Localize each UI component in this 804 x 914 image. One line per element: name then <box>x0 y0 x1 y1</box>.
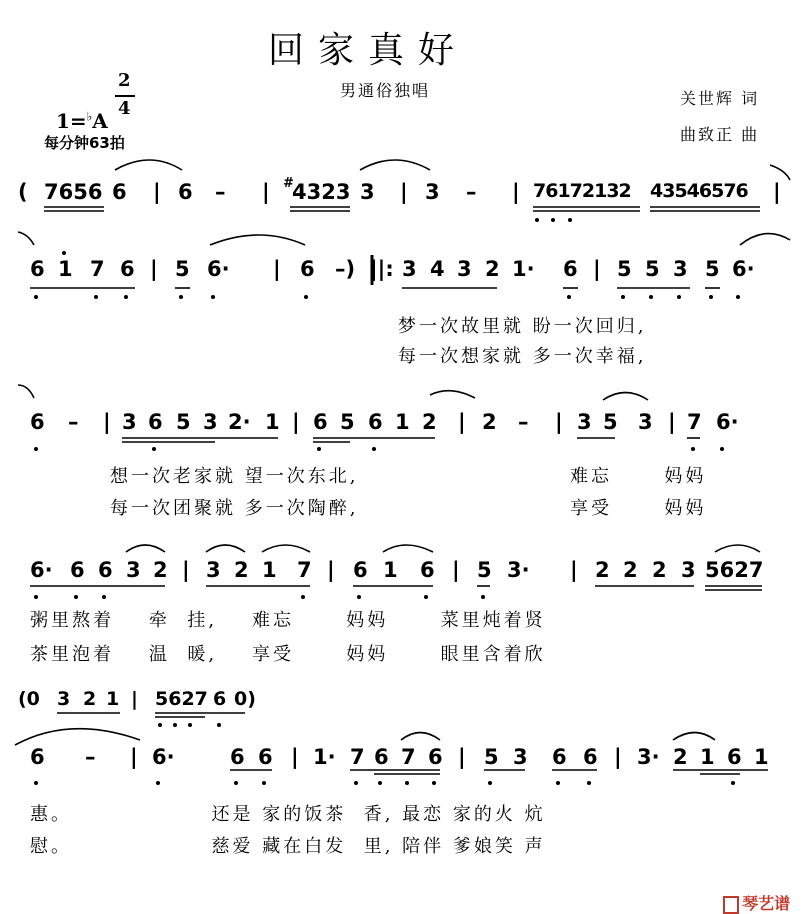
low-octave-dot <box>354 781 358 785</box>
bar-line: | <box>153 180 161 204</box>
note-glyph: 2 <box>234 558 249 582</box>
watermark-text: 琴艺谱 <box>742 894 791 913</box>
low-octave-dot <box>301 595 305 599</box>
tie-slur <box>18 385 34 398</box>
note-glyph: 3· <box>507 558 530 582</box>
tie-slur <box>15 729 140 745</box>
note-glyph: 1 <box>262 558 277 582</box>
bar-line: | <box>292 410 300 434</box>
note-glyph: 1 <box>395 410 410 434</box>
low-octave-dot <box>304 295 308 299</box>
note-glyph: 3 <box>203 410 218 434</box>
note-glyph: 1 <box>58 257 73 281</box>
bar-line: | <box>555 410 563 434</box>
octave-dots <box>34 218 740 785</box>
watermark-logo <box>712 872 790 914</box>
tie-slur <box>770 165 790 180</box>
note-glyph: 5 <box>705 257 720 281</box>
note-glyph: 6 <box>213 688 227 710</box>
bar-line: | <box>614 745 622 769</box>
lyric-line-right: 难忘 妈妈 <box>570 466 707 487</box>
note-glyph: 7 <box>401 745 416 769</box>
tie-slur <box>673 733 715 741</box>
note-glyph: 3· <box>637 745 660 769</box>
bar-line: | <box>452 558 460 582</box>
low-octave-dot <box>567 295 571 299</box>
song-title: 回家真好 <box>268 30 469 71</box>
note-glyph: 5 <box>340 410 355 434</box>
tie-slur <box>262 545 310 552</box>
note-glyph: (0 <box>18 688 40 710</box>
note-glyph: 6 <box>112 180 127 204</box>
bar-line: | <box>593 257 601 281</box>
bar-line: | <box>327 558 335 582</box>
key-prefix: 1= <box>55 109 87 133</box>
low-octave-dot <box>432 781 436 785</box>
low-octave-dot <box>124 295 128 299</box>
low-octave-dot <box>262 781 266 785</box>
tie-slur <box>206 545 245 552</box>
tempo-mark: 每分钟63拍 <box>44 134 125 152</box>
logo-icon <box>723 896 739 914</box>
bar-line: | <box>458 410 466 434</box>
note-glyph: 2· <box>228 410 251 434</box>
lyric-line: 惠。 还是 家的饭茶 香, 最恋 家的火 炕 <box>30 804 546 825</box>
note-glyph: 6· <box>716 410 739 434</box>
note-glyph: 3 <box>513 745 528 769</box>
bar-line: | <box>182 558 190 582</box>
bar-line: | <box>262 180 270 204</box>
note-glyph: 6 <box>30 745 45 769</box>
low-octave-dot <box>677 295 681 299</box>
note-glyph: 2 <box>153 558 168 582</box>
lyric-line: 粥里熬着 牵 挂, 难忘 妈妈 菜里炖着贤 <box>30 610 546 631</box>
note-glyph: 6 <box>148 410 163 434</box>
low-octave-dot <box>34 295 38 299</box>
time-signature-top: 2 <box>118 70 131 91</box>
note-glyph: 5 <box>617 257 632 281</box>
note-glyph: 3 <box>673 257 688 281</box>
low-octave-dot <box>188 723 192 727</box>
note-glyph: 5627 <box>155 688 208 710</box>
note-glyph: 3 <box>425 180 440 204</box>
note-glyph: 3 <box>638 410 653 434</box>
low-octave-dot <box>535 218 539 222</box>
note-glyph: 2 <box>422 410 437 434</box>
song-subtitle: 男通俗独唱 <box>340 81 431 100</box>
note-glyph: 6 <box>30 410 45 434</box>
low-octave-dot <box>173 723 177 727</box>
low-octave-dot <box>709 295 713 299</box>
bar-line: | <box>668 410 676 434</box>
low-octave-dot <box>152 447 156 451</box>
note-glyph: 3 <box>57 688 71 710</box>
tie-slur <box>115 160 182 170</box>
note-glyph: 2 <box>482 410 497 434</box>
low-octave-dot <box>372 447 376 451</box>
note-glyph: – <box>466 180 477 204</box>
key-note: A <box>92 109 108 133</box>
note-glyph: 4 <box>430 257 445 281</box>
low-octave-dot <box>94 295 98 299</box>
lyricist-credit: 关世辉 词 <box>680 89 760 108</box>
bar-line: | <box>773 180 781 204</box>
low-octave-dot <box>211 295 215 299</box>
tie-slur <box>603 393 648 401</box>
low-octave-dot <box>621 295 625 299</box>
note-glyph: 1· <box>313 745 336 769</box>
note-glyph: 7 <box>297 558 312 582</box>
low-octave-dot <box>720 447 724 451</box>
note-glyph: 6· <box>732 257 755 281</box>
note-glyph: 1 <box>754 745 769 769</box>
note-glyph: 43546576 <box>650 180 748 202</box>
note-glyph: 7656 <box>44 180 103 204</box>
note-glyph: 7 <box>350 745 365 769</box>
note-glyph: 6 <box>727 745 742 769</box>
note-glyph: 3 <box>360 180 375 204</box>
bar-line: | <box>131 688 138 710</box>
note-glyph: 2 <box>652 558 667 582</box>
note-glyph: 6 <box>120 257 135 281</box>
lyric-line-right: 享受 妈妈 <box>570 498 707 519</box>
low-octave-dot <box>568 218 572 222</box>
bar-line: | <box>103 410 111 434</box>
note-glyph: # <box>283 176 294 191</box>
note-glyph: 6 <box>98 558 113 582</box>
note-glyph: – <box>518 410 529 434</box>
low-octave-dot <box>649 295 653 299</box>
tie-slur <box>210 235 305 245</box>
bar-line: | <box>150 257 158 281</box>
note-glyph: – <box>68 410 79 434</box>
note-glyph: 2 <box>485 257 500 281</box>
note-glyph: 5 <box>176 410 191 434</box>
low-octave-dot <box>731 781 735 785</box>
tie-slur <box>360 160 430 170</box>
note-glyph: 3 <box>122 410 137 434</box>
tie-slur <box>430 391 475 398</box>
low-octave-dot <box>158 723 162 727</box>
note-glyph: 6 <box>583 745 598 769</box>
note-glyph: 5 <box>175 257 190 281</box>
note-glyph: – <box>215 180 226 204</box>
lyric-line: 想一次老家就 望一次东北, <box>110 466 359 487</box>
note-glyph: 6· <box>207 257 230 281</box>
note-glyph: 5 <box>484 745 499 769</box>
bar-line: | <box>458 745 466 769</box>
note-glyph: 6 <box>420 558 435 582</box>
note-glyph: 2 <box>673 745 688 769</box>
note-glyph: 3 <box>206 558 221 582</box>
low-octave-dot <box>217 723 221 727</box>
low-octave-dot <box>481 595 485 599</box>
bar-line: | <box>130 745 138 769</box>
note-glyph: – <box>85 745 96 769</box>
note-glyph: 6 <box>300 257 315 281</box>
bar-line: ||: <box>370 257 394 281</box>
note-glyph: 6· <box>30 558 53 582</box>
tie-slur <box>740 234 790 245</box>
low-octave-dot <box>378 781 382 785</box>
low-octave-dot <box>34 595 38 599</box>
low-octave-dot <box>488 781 492 785</box>
note-glyph: 3 <box>577 410 592 434</box>
note-glyph: 6 <box>313 410 328 434</box>
note-glyph: 6 <box>70 558 85 582</box>
tie-slur <box>126 545 165 552</box>
bar-line: | <box>512 180 520 204</box>
low-octave-dot <box>179 295 183 299</box>
note-glyph: 6 <box>178 180 193 204</box>
bar-line: | <box>400 180 408 204</box>
note-glyph: 5 <box>603 410 618 434</box>
bar-line: | <box>570 558 578 582</box>
low-octave-dot <box>691 447 695 451</box>
low-octave-dot <box>424 595 428 599</box>
lyric-line: 每一次想家就 多一次幸福, <box>398 346 647 367</box>
note-glyph: ( <box>18 180 28 204</box>
bar-line: | <box>273 257 281 281</box>
note-glyph: 2 <box>623 558 638 582</box>
note-glyph: 6 <box>563 257 578 281</box>
low-octave-dot <box>234 781 238 785</box>
flat-sign: ♭ <box>86 109 93 124</box>
note-glyph: 3 <box>126 558 141 582</box>
note-glyph: 6· <box>152 745 175 769</box>
high-octave-dot <box>62 251 66 255</box>
note-glyph: 6 <box>230 745 245 769</box>
tie-slur <box>401 733 440 741</box>
note-glyph: 3 <box>681 558 696 582</box>
low-octave-dot <box>556 781 560 785</box>
low-octave-dot <box>34 447 38 451</box>
low-octave-dot <box>34 781 38 785</box>
note-glyph: 6 <box>552 745 567 769</box>
note-glyph: 1 <box>383 558 398 582</box>
low-octave-dot <box>587 781 591 785</box>
note-glyph: 7 <box>90 257 105 281</box>
note-glyph: –) <box>335 257 356 281</box>
note-glyph: 1 <box>265 410 280 434</box>
note-glyph: 6 <box>374 745 389 769</box>
low-octave-dot <box>74 595 78 599</box>
note-glyph: 3 <box>457 257 472 281</box>
low-octave-dot <box>317 447 321 451</box>
lyric-line: 茶里泡着 温 暖, 享受 妈妈 眼里含着欣 <box>30 644 546 665</box>
note-glyph: 7 <box>687 410 702 434</box>
tie-slur <box>715 545 760 552</box>
lyric-line: 慰。 慈爱 藏在白发 里, 陪伴 爹娘笑 声 <box>30 836 546 857</box>
note-glyph: 6 <box>368 410 383 434</box>
low-octave-dot <box>551 218 555 222</box>
low-octave-dot <box>102 595 106 599</box>
note-glyph: 0) <box>234 688 256 710</box>
lyric-line: 每一次团聚就 多一次陶醉, <box>110 498 359 519</box>
lyric-line: 梦一次故里就 盼一次回归, <box>398 316 647 337</box>
note-glyph: 4323 <box>292 180 351 204</box>
note-glyph: 5 <box>645 257 660 281</box>
note-glyph: 1 <box>700 745 715 769</box>
low-octave-dot <box>736 295 740 299</box>
note-glyph: 1· <box>512 257 535 281</box>
time-signature-bottom: 4 <box>118 98 131 119</box>
composer-credit: 曲致正 曲 <box>680 125 760 144</box>
note-glyph: 6 <box>353 558 368 582</box>
note-glyph: 76172132 <box>533 180 631 202</box>
tie-slur <box>383 545 433 552</box>
note-glyph: 1 <box>106 688 120 710</box>
note-glyph: 2 <box>83 688 97 710</box>
note-glyph: 5627 <box>705 558 764 582</box>
low-octave-dot <box>357 595 361 599</box>
note-glyph: 3 <box>402 257 417 281</box>
note-glyph: 2 <box>595 558 610 582</box>
low-octave-dot <box>405 781 409 785</box>
bar-line: | <box>291 745 299 769</box>
note-glyph: 5 <box>477 558 492 582</box>
note-glyph: 6 <box>30 257 45 281</box>
note-glyph: 6 <box>428 745 443 769</box>
note-glyph: 6 <box>258 745 273 769</box>
tie-slur <box>18 232 34 245</box>
low-octave-dot <box>156 781 160 785</box>
